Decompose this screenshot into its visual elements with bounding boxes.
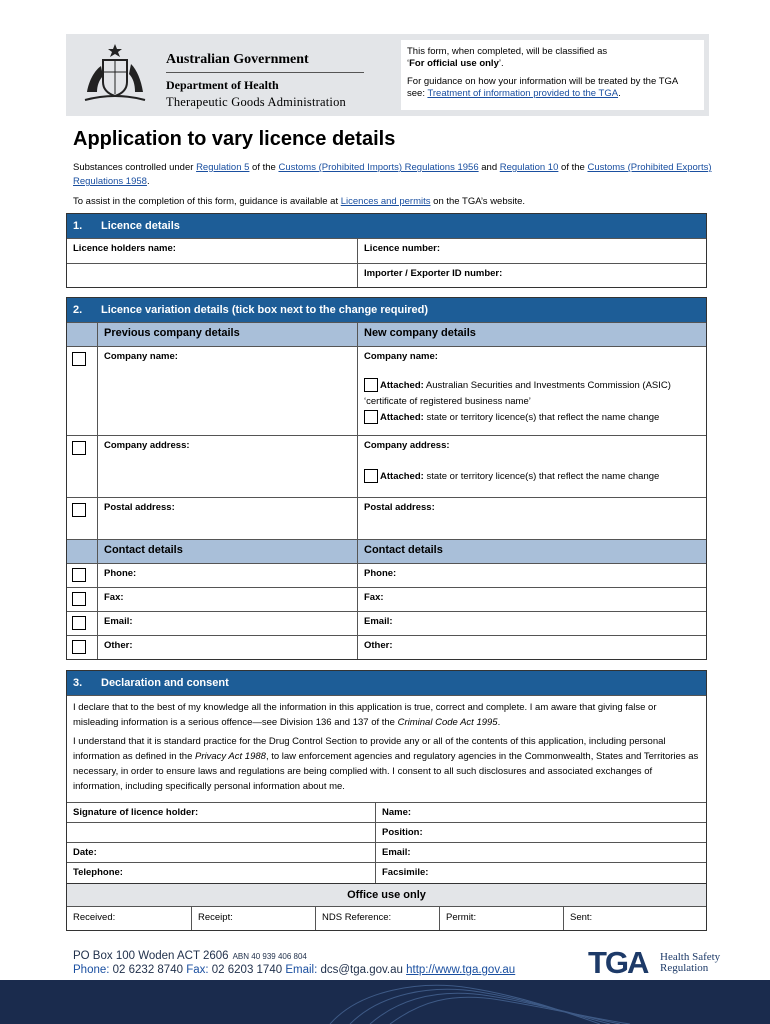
field-label: Telephone: (73, 867, 123, 878)
intro-text: Substances controlled under (73, 162, 197, 173)
divider (166, 72, 364, 73)
email-row (67, 611, 706, 635)
field-label: Signature of licence holder: (73, 807, 199, 818)
intro-text: To assist in the completion of this form, guidance is available at (73, 196, 341, 207)
field-label: Name: (382, 807, 412, 818)
postal-address: PO Box 100 Woden ACT 2606 (73, 950, 229, 962)
name-field[interactable] (376, 803, 706, 822)
attached-label: Attached: (380, 380, 424, 391)
company-name-checkbox[interactable] (72, 352, 86, 366)
company-name-row (67, 346, 706, 435)
table-row (67, 263, 706, 287)
tga-logo (588, 946, 728, 980)
email-address[interactable]: dcs@tga.gov.au (317, 964, 407, 976)
field-label: Licence holders name: (73, 243, 176, 254)
intro-text: of the (558, 162, 588, 173)
attachment-text: state or territory licence(s) that reflect the name change (423, 412, 660, 423)
position-field[interactable] (376, 823, 706, 842)
email-field[interactable] (376, 843, 706, 862)
section-licence-details (66, 213, 707, 288)
footer-band (0, 980, 770, 1024)
tga-wordmark: TGA (588, 945, 648, 980)
field-label: Other: (364, 640, 393, 651)
classified-line: This form, when completed, will be classified as (407, 46, 608, 57)
sent-field[interactable]: Sent: (570, 912, 593, 923)
fax-row (67, 587, 706, 611)
nds-reference-field[interactable]: NDS Reference: (316, 907, 440, 930)
attachment-text: state or territory licence(s) that reflect the name change (423, 471, 660, 482)
intro-text: of the (249, 162, 279, 173)
field-label: Date: (73, 847, 97, 858)
customs-exports-link[interactable]: Customs (Prohibited Exports) Regulations 1958 (73, 162, 712, 187)
section-3-header (67, 671, 706, 695)
previous-postal-address-field[interactable] (98, 498, 358, 539)
declaration-paragraph: . (497, 717, 501, 728)
coat-of-arms-icon (81, 42, 149, 106)
section-heading: Licence details (101, 220, 180, 232)
asic-attachment (364, 378, 700, 426)
quote-open: ‘ (407, 58, 410, 69)
regulation-10-link[interactable]: Regulation 10 (499, 162, 559, 173)
page-title: Application to vary licence details (73, 128, 396, 150)
abn: ABN 40 939 406 804 (232, 952, 307, 961)
field-label: Postal address: (104, 502, 175, 513)
new-company-name-field[interactable] (358, 347, 706, 435)
fax-label: Fax: (186, 964, 209, 976)
licences-permits-link[interactable]: Licences and permits (340, 196, 431, 207)
permit-field[interactable]: Permit: (440, 907, 564, 930)
new-company-address-field[interactable] (358, 436, 706, 497)
previous-company-address-field[interactable] (98, 436, 358, 497)
quote-close: ’. (498, 58, 504, 69)
field-label: Email: (104, 616, 133, 627)
new-other-field[interactable] (358, 636, 706, 659)
office-use-table (66, 883, 707, 931)
footer-address (73, 950, 307, 962)
previous-phone-field[interactable] (98, 564, 358, 587)
new-postal-address-field[interactable] (358, 498, 706, 539)
state-licence-attachment (364, 469, 700, 485)
new-fax-field[interactable] (358, 588, 706, 611)
intro-text: on the TGA’s website. (430, 196, 526, 207)
classified-label: For official use only (409, 58, 499, 69)
company-address-checkbox[interactable] (72, 441, 86, 455)
table-row (67, 842, 706, 862)
importer-id-field[interactable] (358, 264, 706, 287)
guidance-end: . (618, 88, 621, 99)
field-label: Company name: (364, 351, 438, 362)
previous-email-field[interactable] (98, 612, 358, 635)
table-row (67, 862, 706, 883)
declaration-paragraph: I declare that to the best of my knowledge all the information in this application is true, correct and complete. I am aware that giving false or misleading information is a serious offence—see Division 136 and 137 of the (73, 702, 657, 728)
contact-headers (67, 539, 706, 563)
footer-contacts (73, 964, 515, 976)
previous-company-name-field[interactable] (98, 347, 358, 435)
field-label: Importer / Exporter ID number: (364, 268, 503, 279)
email-label: Email: (285, 964, 318, 976)
field-label: Company address: (364, 440, 450, 451)
regulation-5-link[interactable]: Regulation 5 (196, 162, 250, 173)
field-label: Email: (364, 616, 393, 627)
customs-imports-link[interactable]: Customs (Prohibited Imports) Regulations 1956 (278, 162, 479, 173)
section-number: 1. (73, 220, 83, 232)
column-headers (67, 322, 706, 346)
field-label: Phone: (364, 568, 397, 579)
department-name: Department of Health (166, 78, 279, 92)
section-variation-details (66, 297, 707, 660)
field-label: Phone: (104, 568, 137, 579)
phone-checkbox[interactable] (72, 568, 86, 582)
section-1-header (67, 214, 706, 238)
new-contact-header: Contact details (364, 544, 443, 556)
consent-paragraph: , to law enforcement agencies and regulatory agencies in the Commonwealth, States and Territories as necessary, in order to ensure laws and regulations are being complied with. I consent to all such disclosures and associated exchanges of information, including specifically personal information about me. (73, 751, 699, 792)
treatment-info-link[interactable]: Treatment of information provided to the TGA (427, 88, 619, 99)
field-label: Company address: (104, 440, 190, 451)
intro-regulations (73, 161, 713, 189)
company-address-row (67, 435, 706, 497)
previous-details-header: Previous company details (98, 323, 358, 346)
receipt-field[interactable]: Receipt: (192, 907, 316, 930)
empty-cell (67, 823, 376, 842)
asic-checkbox[interactable] (364, 378, 378, 392)
other-checkbox[interactable] (72, 640, 86, 654)
website-link[interactable]: http://www.tga.gov.au (406, 964, 516, 976)
phone-row (67, 563, 706, 587)
tga-tagline (660, 952, 720, 974)
new-phone-field[interactable] (358, 564, 706, 587)
phone-number: 02 6232 8740 (109, 964, 187, 976)
intro-guidance (73, 195, 713, 209)
consent-paragraph: I understand that it is standard practice for the Drug Control Section to provide any or all of the contents of this application, including personal information as defined in the (73, 736, 666, 762)
other-row (67, 635, 706, 659)
previous-contact-header: Contact details (98, 540, 358, 563)
field-label: Other: (104, 640, 133, 651)
state-licence-checkbox[interactable] (364, 469, 378, 483)
section-number: 2. (73, 304, 83, 316)
field-label: Company name: (104, 351, 178, 362)
field-label: Facsimile: (382, 867, 429, 878)
gov-title: Australian Government (166, 52, 309, 67)
field-label: Fax: (104, 592, 124, 603)
postal-address-checkbox[interactable] (72, 503, 86, 517)
tagline-line: Health Safety (660, 951, 721, 963)
agency-name: Therapeutic Goods Administration (166, 95, 346, 109)
field-label: Email: (382, 847, 411, 858)
field-label: Position: (382, 827, 423, 838)
intro-text: and (478, 162, 500, 173)
field-label: Fax: (364, 592, 384, 603)
facsimile-field[interactable] (376, 863, 706, 883)
section-declaration (66, 670, 707, 884)
table-row (67, 906, 706, 930)
fax-number: 02 6203 1740 (208, 964, 286, 976)
new-details-header: New company details (364, 327, 476, 339)
empty-cell (67, 264, 358, 287)
section-number: 3. (73, 677, 83, 689)
office-use-heading: Office use only (67, 884, 706, 906)
field-label: Licence number: (364, 243, 441, 254)
section-2-header (67, 298, 706, 322)
field-label: Postal address: (364, 502, 435, 513)
phone-label: Phone: (73, 964, 110, 976)
section-heading: Licence variation details (tick box next to the change required) (101, 304, 429, 316)
wave-decoration-icon (0, 980, 770, 1024)
new-email-field[interactable] (358, 612, 706, 635)
table-row (67, 238, 706, 263)
table-row (67, 822, 706, 842)
classification-box (401, 40, 704, 110)
state-licence-checkbox[interactable] (364, 410, 378, 424)
signature-field[interactable] (67, 803, 376, 822)
attached-label: Attached: (380, 471, 424, 482)
date-field[interactable] (67, 843, 376, 862)
act-name: Privacy Act 1988 (195, 751, 266, 762)
licence-number-field[interactable] (358, 239, 706, 263)
header-banner (66, 34, 709, 116)
received-field[interactable]: Received: (67, 907, 192, 930)
guidance-text: For guidance on how your information will be treated by the TGA see: (407, 76, 678, 99)
intro-text: . (146, 176, 150, 187)
previous-other-field[interactable] (98, 636, 358, 659)
declaration-text (67, 695, 706, 802)
previous-fax-field[interactable] (98, 588, 358, 611)
licence-holder-field[interactable] (67, 239, 358, 263)
act-name: Criminal Code Act 1995 (397, 717, 498, 728)
fax-checkbox[interactable] (72, 592, 86, 606)
email-checkbox[interactable] (72, 616, 86, 630)
telephone-field[interactable] (67, 863, 376, 883)
attachment-text: Australian Securities and Investments Commission (ASIC) (423, 380, 671, 391)
postal-address-row (67, 497, 706, 539)
tagline-line: Regulation (660, 962, 709, 974)
table-row (67, 802, 706, 822)
attached-label: Attached: (380, 412, 424, 423)
section-heading: Declaration and consent (101, 677, 229, 689)
attachment-text: ‘certificate of registered business name’ (364, 396, 531, 407)
